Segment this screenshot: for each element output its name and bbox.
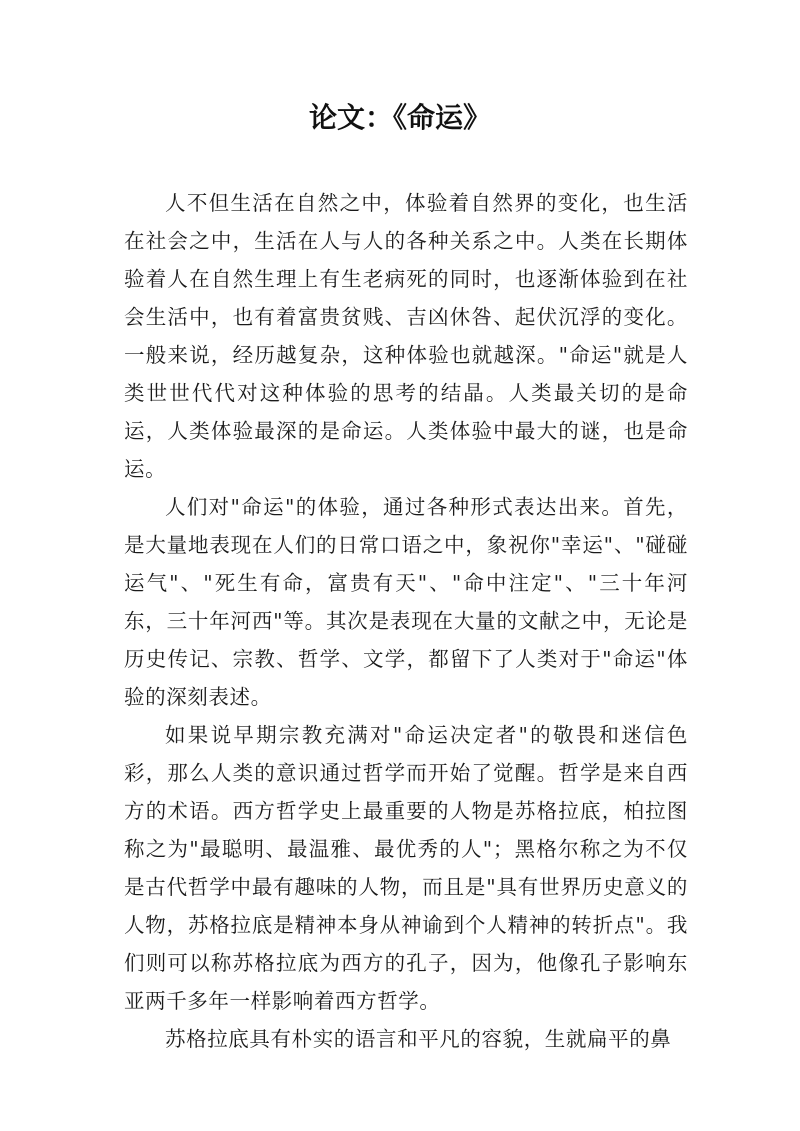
paragraph-3: 如果说早期宗教充满对"命运决定者"的敬畏和迷信色彩，那么人类的意识通过哲学而开始了觉醒。哲学是来自西方的术语。西方哲学史上最重要的人物是苏格拉底，柏拉图称之为"最聪明、最温雅、最优秀的人"；黑格尔称之为不仅是古代哲学中最有趣味的人物，而且是"具有世界历史意义的人物，苏格拉底是精神本身从神谕到个人精神的转折点"。我们则可以称苏格拉底为西方的孔子，因为，他像孔子影响东亚两千多年一样影响着西方哲学。 xyxy=(124,723,688,1013)
paragraph-2: 人们对"命运"的体验，通过各种形式表达出来。首先，是大量地表现在人们的日常口语之中，象祝你"幸运"、"碰碰运气"、"死生有命，富贵有天"、"命中注定"、"三十年河东，三十年河西"等。其次是表现在大量的文献之中，无论是历史传记、宗教、哲学、文学，都留下了人类对于"命运"体验的深刻表述。 xyxy=(124,495,688,709)
paragraph-1: 人不但生活在自然之中，体验着自然界的变化，也生活在社会之中，生活在人与人的各种关系之中。人类在长期体验着人在自然生理上有生老病死的同时，也逐渐体验到在社会生活中，也有着富贵贫贱、吉凶休咎、起伏沉浮的变化。一般来说，经历越复杂，这种体验也就越深。"命运"就是人类世世代代对这种体验的思考的结晶。人类最关切的是命运，人类体验最深的是命运。人类体验中最大的谜，也是命运。 xyxy=(124,191,688,481)
document-body xyxy=(124,184,688,1058)
page-title: 论文：《命运》 xyxy=(308,101,491,134)
paragraph-4: 苏格拉底具有朴实的语言和平凡的容貌，生就扁平的鼻 xyxy=(165,1027,672,1051)
